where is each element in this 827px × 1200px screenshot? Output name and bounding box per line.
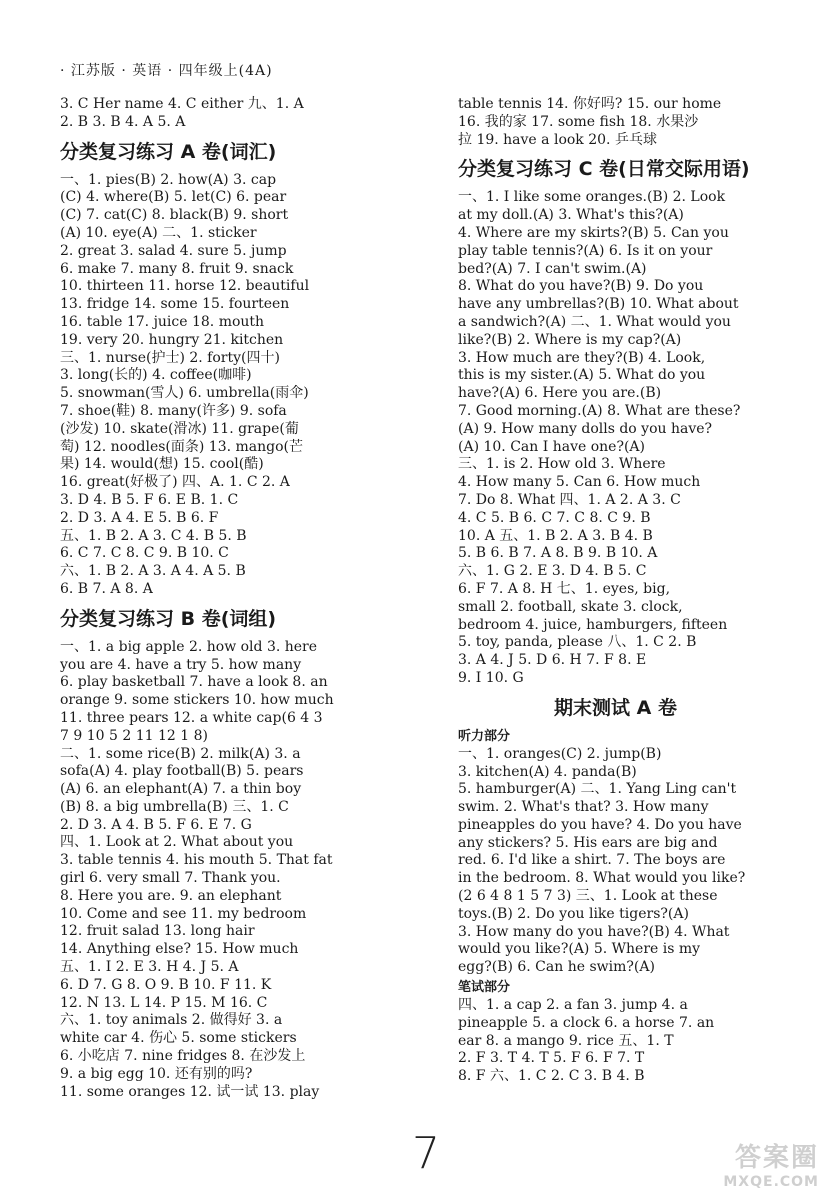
- section-heading: 期末测试 A 卷: [554, 696, 677, 719]
- answer-line: 6. C 7. C 8. C 9. B 10. C: [60, 545, 229, 562]
- answer-line: 3. table tennis 4. his mouth 5. That fat: [60, 852, 333, 869]
- answer-line: 2. great 3. salad 4. sure 5. jump: [60, 242, 287, 259]
- answer-line: 12. N 13. L 14. P 15. M 16. C: [60, 994, 268, 1011]
- answer-line: would you like?(A) 5. Where is my: [458, 941, 701, 958]
- answer-line: 8. Here you are. 9. an elephant: [60, 887, 282, 904]
- answer-line: toys.(B) 2. Do you like tigers?(A): [458, 905, 689, 922]
- page-number: 7: [412, 1128, 440, 1179]
- answer-line: 2. B 3. B 4. A 5. A: [60, 113, 186, 130]
- answer-line: bedroom 4. juice, hamburgers, fifteen: [458, 616, 728, 633]
- section-heading: 分类复习练习 A 卷(词汇): [60, 140, 277, 163]
- answer-line: have any umbrellas?(B) 10. What about: [458, 296, 739, 313]
- answer-line: pineapples do you have? 4. Do you have: [458, 816, 742, 833]
- answer-line: orange 9. some stickers 10. how much: [60, 692, 334, 709]
- answer-line: 二、1. some rice(B) 2. milk(A) 3. a: [60, 745, 301, 762]
- answer-line: 4. How many 5. Can 6. How much: [458, 474, 701, 491]
- answer-line: 6. B 7. A 8. A: [60, 580, 153, 597]
- answer-line: 果) 14. would(想) 15. cool(酷): [60, 456, 264, 473]
- answer-line: (A) 10. Can I have one?(A): [458, 438, 645, 455]
- answer-line: 6. play basketball 7. have a look 8. an: [60, 674, 328, 691]
- answer-line: egg?(B) 6. Can he swim?(A): [458, 959, 655, 976]
- left-column: [60, 96, 380, 1101]
- answer-line: 6. F 7. A 8. H 七、1. eyes, big,: [458, 580, 671, 597]
- section-heading: 分类复习练习 B 卷(词组): [60, 607, 277, 630]
- answer-line: 一、1. a big apple 2. how old 3. here: [60, 638, 318, 655]
- answer-line: 3. long(长的) 4. coffee(咖啡): [60, 367, 252, 384]
- answer-line: like?(B) 2. Where is my cap?(A): [458, 331, 682, 348]
- answer-line: 4. C 5. B 6. C 7. C 8. C 9. B: [458, 509, 651, 526]
- answer-line: 19. very 20. hungry 21. kitchen: [60, 331, 284, 348]
- answer-line: any stickers? 5. His ears are big and: [458, 834, 718, 851]
- answer-line: 四、1. a cap 2. a fan 3. jump 4. a: [458, 997, 688, 1014]
- answer-line: (A) 6. an elephant(A) 7. a thin boy: [60, 781, 302, 798]
- answer-line: 7 9 10 5 2 11 12 1 8): [60, 727, 208, 744]
- answer-line: 5. B 6. B 7. A 8. B 9. B 10. A: [458, 545, 658, 562]
- answer-line: 六、1. G 2. E 3. D 4. B 5. C: [458, 563, 647, 580]
- subsection-label: 笔试部分: [458, 980, 511, 996]
- answer-line: 16. table 17. juice 18. mouth: [60, 313, 265, 330]
- answer-line: 5. hamburger(A) 二、1. Yang Ling can't: [458, 781, 737, 798]
- answer-line: 8. F 六、1. C 2. C 3. B 4. B: [458, 1068, 645, 1085]
- answer-line: (C) 7. cat(C) 8. black(B) 9. short: [60, 207, 289, 224]
- answer-line: 8. What do you have?(B) 9. Do you: [458, 278, 704, 295]
- answer-line: have?(A) 6. Here you are.(B): [458, 385, 662, 402]
- answer-line: (B) 8. a big umbrella(B) 三、1. C: [60, 798, 289, 815]
- answer-line: 6. 小吃店 7. nine fridges 8. 在沙发上: [60, 1048, 306, 1065]
- answer-line: 3. C Her name 4. C either 九、1. A: [60, 96, 304, 112]
- answer-line: 14. Anything else? 15. How much: [60, 941, 299, 958]
- answer-line: (A) 10. eye(A) 二、1. sticker: [60, 224, 257, 241]
- answer-line: 3. How much are they?(B) 4. Look,: [458, 349, 706, 366]
- answer-line: 五、1. B 2. A 3. C 4. B 5. B: [60, 527, 247, 544]
- subsection-label: 听力部分: [458, 728, 511, 744]
- answer-line: 2. F 3. T 4. T 5. F 6. F 7. T: [458, 1050, 645, 1067]
- answer-line: 萄) 12. noodles(面条) 13. mango(芒: [60, 438, 303, 455]
- answer-line: girl 6. very small 7. Thank you.: [60, 870, 281, 887]
- answer-line: 13. fridge 14. some 15. fourteen: [60, 296, 290, 313]
- answer-line: 3. D 4. B 5. F 6. E B. 1. C: [60, 491, 239, 508]
- answer-line: 五、1. I 2. E 3. H 4. J 5. A: [60, 959, 239, 976]
- answer-line: 三、1. is 2. How old 3. Where: [458, 456, 666, 473]
- answer-line: 7. Good morning.(A) 8. What are these?: [458, 402, 741, 419]
- answer-line: 2. D 3. A 4. E 5. B 6. F: [60, 509, 219, 526]
- answer-line: a sandwich?(A) 二、1. What would you: [458, 313, 731, 330]
- answer-line: bed?(A) 7. I can't swim.(A): [458, 260, 647, 277]
- answer-line: 9. I 10. G: [458, 669, 524, 686]
- answer-line: 一、1. I like some oranges.(B) 2. Look: [458, 189, 726, 206]
- answer-line: 4. Where are my skirts?(B) 5. Can you: [458, 224, 729, 241]
- answer-line: 7. Do 8. What 四、1. A 2. A 3. C: [458, 491, 681, 508]
- answer-line: 16. 我的家 17. some fish 18. 水果沙: [458, 113, 699, 130]
- watermark-url: MXQE.COM: [723, 1174, 819, 1190]
- answer-line: 9. a big egg 10. 还有别的吗?: [60, 1065, 253, 1082]
- answer-line: 3. How many do you have?(B) 4. What: [458, 923, 730, 940]
- answer-line: 7. shoe(鞋) 8. many(许多) 9. sofa: [60, 402, 287, 419]
- answer-line: table tennis 14. 你好吗? 15. our home: [458, 96, 722, 112]
- answer-line: 六、1. toy animals 2. 做得好 3. a: [60, 1012, 283, 1029]
- watermark-logo: [723, 1137, 819, 1190]
- answer-line: small 2. football, skate 3. clock,: [458, 598, 683, 615]
- answer-line: 6. make 7. many 8. fruit 9. snack: [60, 260, 294, 277]
- answer-line: 5. toy, panda, please 八、1. C 2. B: [458, 634, 697, 651]
- answer-line: 一、1. oranges(C) 2. jump(B): [458, 745, 662, 762]
- answer-line: 拉 19. have a look 20. 乒乓球: [458, 131, 657, 148]
- answer-line: 三、1. nurse(护士) 2. forty(四十): [60, 349, 280, 366]
- answer-line: white car 4. 伤心 5. some stickers: [60, 1030, 297, 1047]
- answer-line: 六、1. B 2. A 3. A 4. A 5. B: [60, 563, 246, 580]
- answer-line: red. 6. I'd like a shirt. 7. The boys are: [458, 852, 726, 869]
- answer-line: 5. snowman(雪人) 6. umbrella(雨伞): [60, 385, 309, 402]
- answer-line: swim. 2. What's that? 3. How many: [458, 799, 709, 816]
- answer-line: you are 4. have a try 5. how many: [60, 656, 302, 673]
- watermark-text: 答案圈: [734, 1143, 819, 1173]
- answer-line: 2. D 3. A 4. B 5. F 6. E 7. G: [60, 816, 252, 833]
- answer-line: 四、1. Look at 2. What about you: [60, 834, 294, 851]
- answer-line: 11. three pears 12. a white cap(6 4 3: [60, 709, 323, 726]
- answer-line: (沙发) 10. skate(滑冰) 11. grape(葡: [60, 420, 299, 437]
- answer-line: (2 6 4 8 1 5 7 3) 三、1. Look at these: [458, 888, 718, 905]
- running-header: · 江苏版 · 英语 · 四年级上(4A): [60, 63, 273, 79]
- answer-line: 10. Come and see 11. my bedroom: [60, 905, 307, 922]
- answer-line: at my doll.(A) 3. What's this?(A): [458, 207, 684, 224]
- answer-line: 10. A 五、1. B 2. A 3. B 4. B: [458, 527, 653, 544]
- answer-line: 12. fruit salad 13. long hair: [60, 923, 255, 940]
- answer-line: 3. kitchen(A) 4. panda(B): [458, 763, 637, 780]
- answer-line: this is my sister.(A) 5. What do you: [458, 367, 706, 384]
- answer-line: 11. some oranges 12. 试一试 13. play: [60, 1083, 320, 1100]
- answer-line: 16. great(好极了) 四、A. 1. C 2. A: [60, 474, 290, 491]
- section-heading: 分类复习练习 C 卷(日常交际用语): [458, 158, 750, 181]
- answer-line: 一、1. pies(B) 2. how(A) 3. cap: [60, 171, 277, 188]
- right-column: [458, 96, 773, 1086]
- answer-line: ear 8. a mango 9. rice 五、1. T: [458, 1032, 674, 1049]
- answer-line: 6. D 7. G 8. O 9. B 10. F 11. K: [60, 976, 272, 993]
- answer-line: 3. A 4. J 5. D 6. H 7. F 8. E: [458, 652, 647, 669]
- answer-line: sofa(A) 4. play football(B) 5. pears: [60, 763, 304, 780]
- answer-line: 10. thirteen 11. horse 12. beautiful: [60, 278, 310, 295]
- answer-line: in the bedroom. 8. What would you like?: [458, 870, 746, 887]
- answer-line: play table tennis?(A) 6. Is it on your: [458, 242, 713, 259]
- answer-line: (A) 9. How many dolls do you have?: [458, 420, 713, 437]
- answer-line: (C) 4. where(B) 5. let(C) 6. pear: [60, 189, 287, 206]
- answer-line: pineapple 5. a clock 6. a horse 7. an: [458, 1014, 715, 1031]
